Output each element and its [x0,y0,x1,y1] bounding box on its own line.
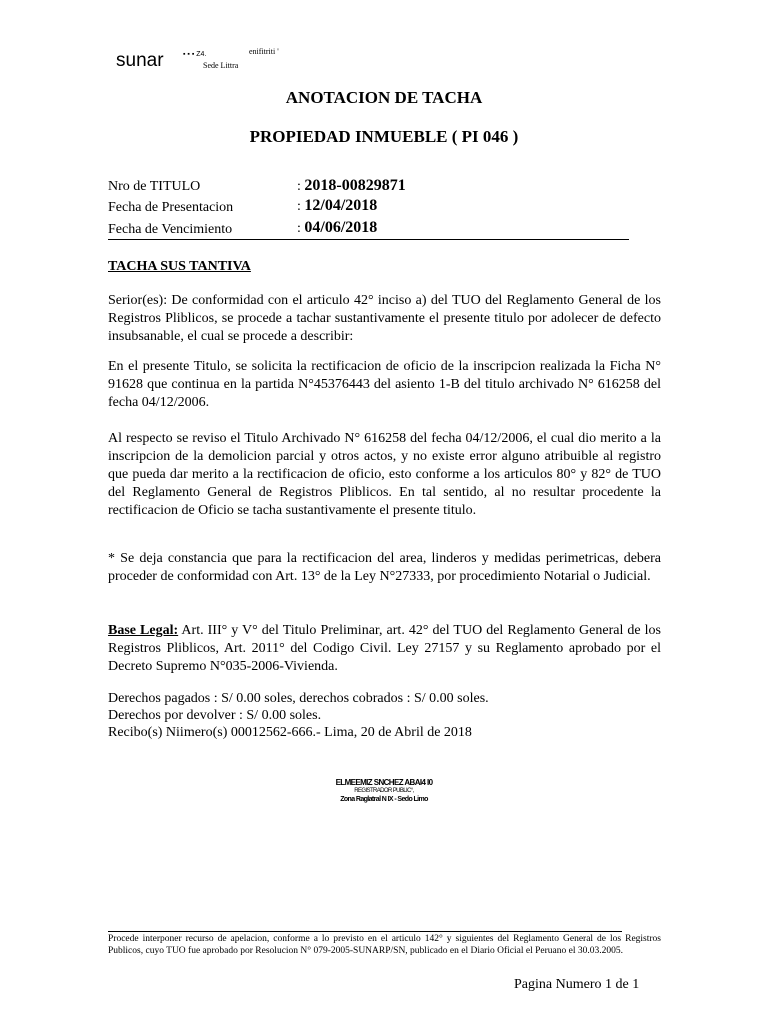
payments-line-1: Derechos pagados : S/ 0.00 soles, derechos cobrados : S/ 0.00 soles. [108,691,489,706]
payments-line-3: Recibo(s) Niimero(s) 00012562-666.- Lima, 20 de Abril de 2018 [108,725,472,740]
header-office: enifitriti ' [249,47,279,56]
vencimiento-date: 04/06/2018 [304,219,378,236]
presentacion-label: Fecha de Presentacion [108,200,234,215]
sunarp-logo: sunar [116,50,164,71]
base-legal-text: Art. III° y V° del Titulo Preliminar, art. 42° del TUO del Reglamento General de los Registros Pliblicos, Art. 2011° del Codigo Civil. Ley 27157 y su Reglamento aprobado por el Decreto Supremo N°035-2006-Vivienda. [108,623,662,674]
field-separator: : [297,221,301,236]
vencimiento-value [297,219,377,237]
paragraph-note: * Se deja constancia que para la rectificacion del area, linderos y medidas perimetricas, debera proceder de conformidad con Art. 13° de la Ley N°27333, por procedimiento Notarial o Judicial. [108,551,661,584]
field-separator: : [297,179,301,194]
paragraph-intro: Serior(es): De conformidad con el articulo 42° inciso a) del TUO del Reglamento General de los Registros Pliblicos, se procede a tachar sustantivamente el presente titulo por adolecer de defecto insubsanable, el cual se procede a describir: [108,293,661,344]
section-heading: TACHA SUS TANTIVA [108,259,251,274]
footnote: Procede interponer recurso de apelacion, conforme a lo previsto en el articulo 142° y siguientes del Reglamento General de los Registros Publicos, cuyo TUO fue aprobado por Resolucion N° 079-2005-SUNARP/SN, publicado en el Diario Oficial el Peruano el 30.03.2005. [108,934,661,956]
signature-zone: Zona Raglatral N IX - Sedo Limo [340,796,428,803]
paragraph-analysis: Al respecto se reviso el Titulo Archivado N° 616258 del fecha 04/12/2006, el cual dio merito a la inscripcion de la demolicion parcial y otros actos, y no existe error alguno atribuible al registro que pueda dar merito a la rectificacion de oficio, esto conforme a los articulos 80° y 82° de TUO del Reglamento General de Registros Pliblicos. En tal sentido, al no resultar procedente la rectificacion de Oficio se tacha sustantivamente el presente titulo. [108,431,661,518]
page-number: Pagina Numero 1 de 1 [514,977,640,992]
field-separator: : [297,199,301,214]
payments-line-2: Derechos por devolver : S/ 0.00 soles. [108,708,322,723]
header-code: ▪ ▪ ▪ Z4. [183,51,207,58]
header-sede: Sede Littra [203,61,239,70]
document-subtitle: PROPIEDAD INMUEBLE ( PI 046 ) [249,127,519,146]
presentacion-date: 12/04/2018 [304,197,378,214]
footnote-divider [108,931,622,932]
signature-role: REGISTRADOR PUBLIC°, [354,788,414,794]
paragraph-base-legal [108,622,661,676]
paragraph-request: En el presente Titulo, se solicita la rectificacion de oficio de la inscripcion realizada la Ficha N° 91628 que continua en la partida N°45376443 del asiento 1-B del titulo archivado N° 616258 del fecha 04/12/2006. [108,359,661,410]
titulo-label: Nro de TITULO [108,179,201,194]
vencimiento-label: Fecha de Vencimiento [108,222,233,237]
titulo-number: 2018-00829871 [304,177,406,194]
titulo-value [297,177,406,195]
fields-divider [108,239,629,240]
base-legal-label: Base Legal: [108,623,179,638]
signature-name: ELMEEMIZ SNCHEZ ABAI4 I0 [335,778,433,787]
presentacion-value [297,197,377,215]
document-title: ANOTACION DE TACHA [285,88,483,107]
